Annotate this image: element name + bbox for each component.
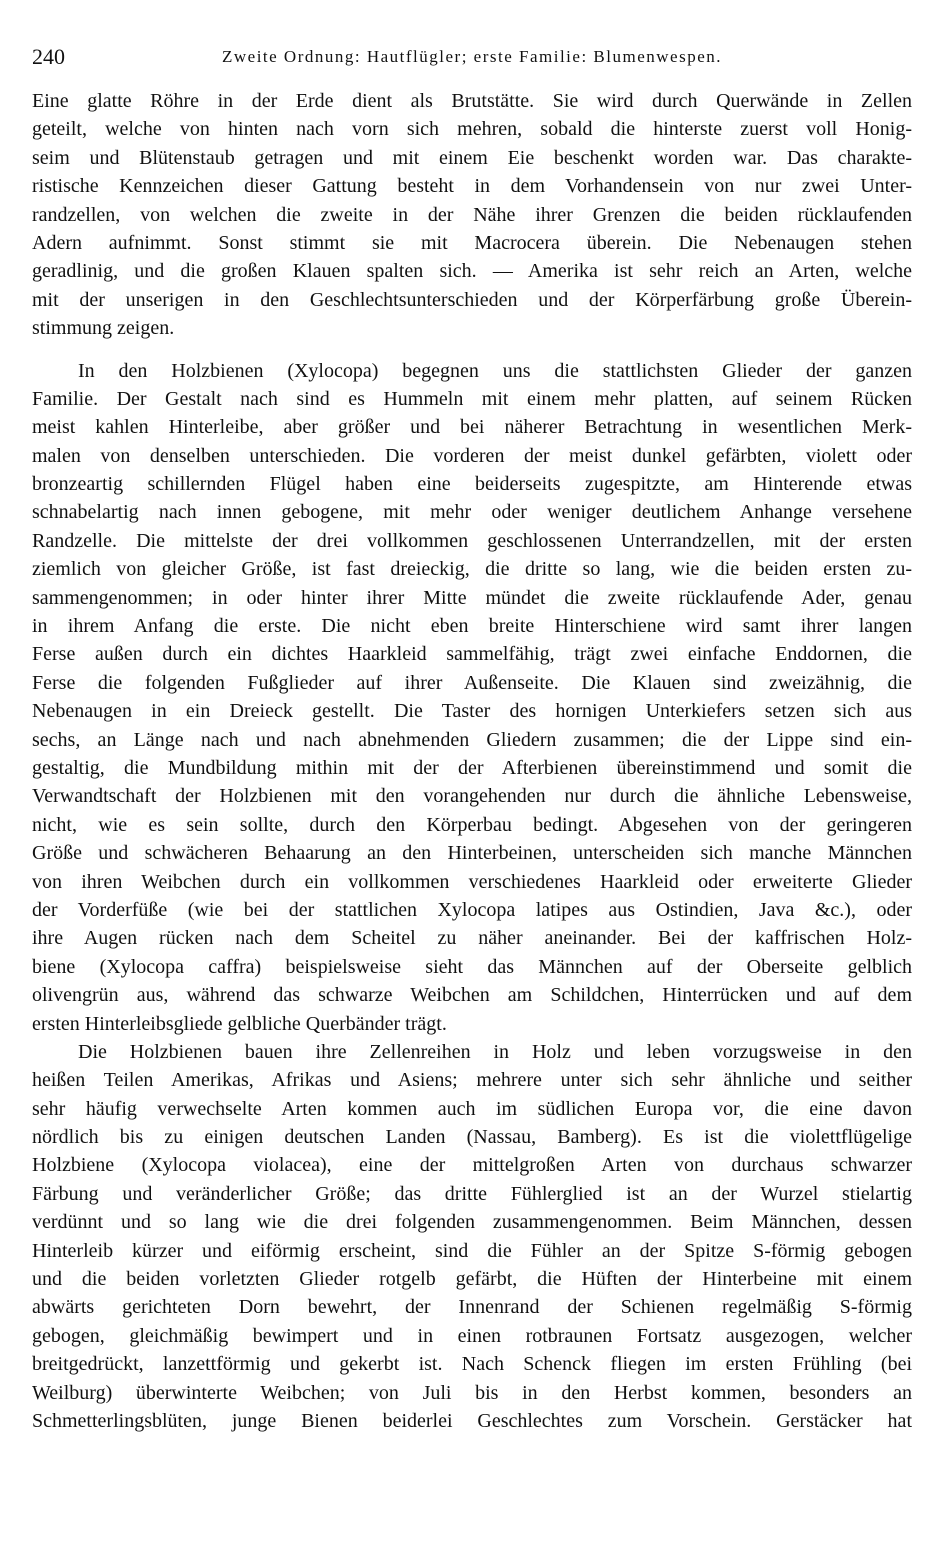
text-line: heißen Teilen Amerikas, Afrikas und Asiens; mehrere unter sich sehr ähnliche und seither	[32, 1069, 912, 1092]
text-line: in ihrem Anfang die erste. Die nicht eben breite Hinterschiene wird samt ihrer langen	[32, 615, 912, 638]
text-line: olivengrün aus, während das schwarze Weibchen am Schildchen, Hinterrücken und auf dem	[32, 984, 912, 1007]
paragraph	[32, 357, 912, 1038]
text-line: nördlich bis zu einigen deutschen Landen (Nassau, Bamberg). Es ist die violettflügelige	[32, 1126, 912, 1149]
text-line: ersten Hinterleibsgliede gelbliche Querbänder trägt.	[32, 1012, 447, 1035]
text-line: Familie. Der Gestalt nach sind es Hummeln mit einem mehr platten, auf seinem Rücken	[32, 387, 912, 410]
text-line: von ihren Weibchen durch ein vollkommen verschiedenes Haarkleid oder erweiterte Glieder	[32, 870, 912, 893]
text-line: verdünnt und so lang wie die drei folgenden zusammengenommen. Beim Männchen, dessen	[32, 1211, 912, 1234]
text-line: gestaltig, die Mundbildung mithin mit der der Afterbienen übereinstimmend und somit die	[32, 756, 912, 779]
text-line: geradlinig, und die großen Klauen spalten sich. — Amerika ist sehr reich an Arten, welche	[32, 260, 912, 283]
text-line: In den Holzbienen (Xylocopa) begegnen uns die stattlichsten Glieder der ganzen	[78, 359, 912, 382]
text-line: Schmetterlingsblüten, junge Bienen beiderlei Geschlechtes zum Vorschein. Gerstäcker hat	[32, 1409, 912, 1432]
text-line: abwärts gerichteten Dorn bewehrt, der Innenrand der Schienen regelmäßig S-förmig	[32, 1296, 912, 1319]
text-line: nicht, wie es sein sollte, durch den Körperbau bedingt. Abgesehen von der geringeren	[32, 813, 912, 836]
text-line: und die beiden vorletzten Glieder rotgelb gefärbt, die Hüften der Hinterbeine mit einem	[32, 1268, 912, 1291]
text-line: Holzbiene (Xylocopa violacea), eine der mittelgroßen Arten von durchaus schwarzer	[32, 1154, 912, 1177]
text-line: sechs, an Länge nach und nach abnehmenden Gliedern zusammen; die der Lippe sind ein-	[32, 728, 912, 751]
paragraph	[32, 1038, 912, 1435]
paragraph	[32, 87, 912, 343]
text-line: Die Holzbienen bauen ihre Zellenreihen in Holz und leben vorzugsweise in den	[78, 1040, 912, 1063]
text-line: sammengenommen; in oder hinter ihrer Mitte mündet die zweite rücklaufende Ader, genau	[32, 586, 912, 609]
text-line: Weilburg) überwinterte Weibchen; von Juli bis in den Herbst kommen, besonders an	[32, 1381, 912, 1404]
text-line: bronzeartig schillernden Flügel haben eine beiderseits zugespitzte, am Hinterende etwas	[32, 473, 912, 496]
text-line: mit der unserigen in den Geschlechtsunterschieden und der Körperfärbung große Überein-	[32, 288, 912, 311]
text-line: Hinterleib kürzer und eiförmig erscheint, sind die Fühler an der Spitze S-förmig gebogen	[32, 1239, 912, 1262]
text-line: Randzelle. Die mittelste der drei vollkommen geschlossenen Unterrandzellen, mit der ersten	[32, 529, 912, 552]
text-line: sehr häufig verwechselte Arten kommen auch im südlichen Europa vor, die eine davon	[32, 1097, 912, 1120]
text-line: schnabelartig nach innen gebogene, mit mehr oder weniger deutlichem Anhange versehene	[32, 501, 912, 524]
text-line: Verwandtschaft der Holzbienen mit den vorangehenden nur durch die ähnliche Lebensweise,	[32, 785, 912, 808]
text-line: ristische Kennzeichen dieser Gattung besteht in dem Vorhandensein von nur zwei Unter-	[32, 175, 912, 198]
text-line: stimmung zeigen.	[32, 317, 175, 340]
text-line: der Vorderfüße (wie bei der stattlichen Xylocopa latipes aus Ostindien, Java &c.), oder	[32, 898, 912, 921]
text-line: Ferse die folgenden Fußglieder auf ihrer Außenseite. Die Klauen sind zweizähnig, die	[32, 671, 912, 694]
text-line: breitgedrückt, lanzettförmig und gekerbt ist. Nach Schenck fliegen im ersten Frühling (bei	[32, 1353, 912, 1376]
text-line: ziemlich von gleicher Größe, ist fast dreieckig, die dritte so lang, wie die beiden ersten zu-	[32, 558, 912, 581]
text-line: gebogen, gleichmäßig bewimpert und in einen rotbraunen Fortsatz ausgezogen, welcher	[32, 1324, 912, 1347]
text-line: Eine glatte Röhre in der Erde dient als Brutstätte. Sie wird durch Querwände in Zellen	[32, 90, 912, 112]
text-line: Nebenaugen in ein Dreieck gestellt. Die Taster des hornigen Unterkiefers setzen sich aus	[32, 700, 912, 723]
text-line: biene (Xylocopa caffra) beispielsweise sieht das Männchen auf der Oberseite gelblich	[32, 955, 912, 978]
running-title: Zweite Ordnung: Hautflügler; erste Familie: Blumenwespen.	[221, 47, 722, 66]
text-line: malen von denselben unterschieden. Die vorderen der meist dunkel gefärbten, violett oder	[32, 444, 912, 467]
page-header	[32, 44, 912, 74]
text-line: geteilt, welche von hinten nach vorn sich mehren, sobald die hinterste zuerst voll Honig-	[32, 118, 912, 141]
body-text	[32, 87, 912, 1435]
text-line: Größe und schwächeren Behaarung an den Hinterbeinen, unterscheiden sich manche Männchen	[32, 842, 912, 865]
text-line: ihre Augen rücken nach dem Scheitel zu näher aneinander. Bei der kaffrischen Holz-	[32, 927, 912, 950]
text-line: Ferse außen durch ein dichtes Haarkleid sammelfähig, trägt zwei einfache Enddornen, die	[32, 643, 912, 666]
text-line: Adern aufnimmt. Sonst stimmt sie mit Macrocera überein. Die Nebenaugen stehen	[32, 231, 912, 254]
text-line: meist kahlen Hinterleibe, aber größer und bei näherer Betrachtung in wesentlichen Merk-	[32, 416, 912, 439]
page-number: 240	[32, 44, 65, 69]
text-line: Färbung und veränderlicher Größe; das dritte Fühlerglied ist an der Wurzel stielartig	[32, 1182, 912, 1205]
text-line: seim und Blütenstaub getragen und mit einem Eie beschenkt worden war. Das charakte-	[32, 146, 912, 169]
text-line: randzellen, von welchen die zweite in der Nähe ihrer Grenzen die beiden rücklaufenden	[32, 203, 912, 226]
